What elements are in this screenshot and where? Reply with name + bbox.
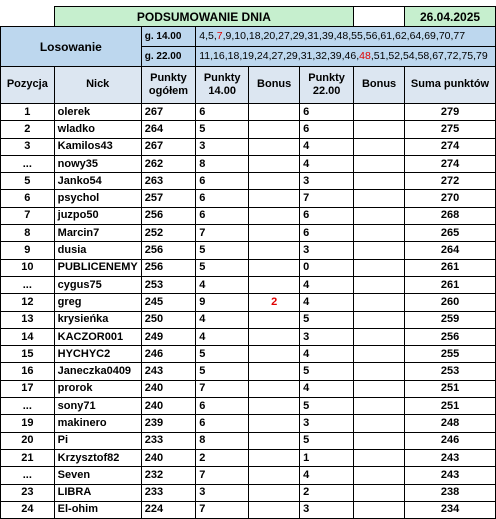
cell-p22: 4 xyxy=(300,294,354,311)
draw-number: 11 xyxy=(199,50,211,63)
cell-b22 xyxy=(354,294,405,311)
draw-number: 46 xyxy=(344,50,357,63)
cell-b14 xyxy=(249,363,300,380)
cell-pos: 20 xyxy=(1,432,55,449)
cell-pos: 17 xyxy=(1,380,55,397)
cell-p14: 6 xyxy=(196,207,249,224)
col-header: Punkty 14.00 xyxy=(196,67,249,104)
cell-total: 224 xyxy=(141,501,196,518)
cell-total: 240 xyxy=(141,449,196,466)
cell-nick: olerek xyxy=(54,104,141,121)
cell-b22 xyxy=(354,346,405,363)
col-header: Punkty 22.00 xyxy=(300,67,354,104)
cell-pos: 10 xyxy=(1,259,55,276)
cell-p14: 2 xyxy=(196,449,249,466)
cell-b14 xyxy=(249,242,300,259)
cell-total: 252 xyxy=(141,225,196,242)
draw-number: 69 xyxy=(424,30,436,43)
draw-time-22: g. 22.00 xyxy=(141,47,196,67)
cell-nick: Kamilos43 xyxy=(54,138,141,155)
draw-number: 19 xyxy=(242,50,254,63)
table-row xyxy=(1,311,496,328)
cell-b14 xyxy=(249,346,300,363)
cell-nick: Pi xyxy=(54,432,141,449)
draw-numbers-22: 11,16,18,19,24,27,29,31,32,39,46,48,51,52,54,58,67,72,75,79 xyxy=(196,47,496,67)
cell-sum: 243 xyxy=(405,449,496,466)
draw-number: 39 xyxy=(329,50,342,63)
cell-p22: 6 xyxy=(300,225,354,242)
table-row xyxy=(1,398,496,415)
cell-b14 xyxy=(249,104,300,121)
cell-b14 xyxy=(249,121,300,138)
cell-p14: 4 xyxy=(196,328,249,345)
cell-total: 250 xyxy=(141,311,196,328)
cell-total: 262 xyxy=(141,155,196,172)
cell-p14: 7 xyxy=(196,467,249,484)
draw-number: 10 xyxy=(234,30,246,43)
cell-nick: makinero xyxy=(54,415,141,432)
empty-cell xyxy=(1,7,55,27)
cell-b22 xyxy=(354,432,405,449)
cell-p14: 5 xyxy=(196,259,249,276)
draw-number: 31 xyxy=(300,50,313,63)
cell-b22 xyxy=(354,501,405,518)
cell-nick: sony71 xyxy=(54,398,141,415)
cell-total: 256 xyxy=(141,259,196,276)
cell-b14 xyxy=(249,173,300,190)
cell-p22: 7 xyxy=(300,190,354,207)
draw-number: 70 xyxy=(438,30,451,43)
cell-pos: 15 xyxy=(1,346,55,363)
cell-b22 xyxy=(354,398,405,415)
cell-sum: 261 xyxy=(405,276,496,293)
cell-p14: 4 xyxy=(196,311,249,328)
cell-p22: 4 xyxy=(300,138,354,155)
cell-b14 xyxy=(249,484,300,501)
cell-pos: 2 xyxy=(1,121,55,138)
cell-b22 xyxy=(354,259,405,276)
table-row xyxy=(1,104,496,121)
cell-total: 233 xyxy=(141,484,196,501)
table-row xyxy=(1,155,496,172)
cell-b14 xyxy=(249,225,300,242)
cell-p14: 3 xyxy=(196,138,249,155)
draw-number: 24 xyxy=(256,50,269,63)
cell-b22 xyxy=(354,363,405,380)
cell-b22 xyxy=(354,242,405,259)
cell-b14 xyxy=(249,398,300,415)
draw-numbers-14: 4,5,7,9,10,18,20,27,29,31,39,48,55,56,61,62,64,69,70,77 xyxy=(196,27,496,47)
page-title: PODSUMOWANIE DNIA xyxy=(54,7,353,27)
cell-pos: 7 xyxy=(1,207,55,224)
cell-total: 267 xyxy=(141,104,196,121)
cell-p14: 5 xyxy=(196,121,249,138)
cell-sum: 259 xyxy=(405,311,496,328)
cell-p22: 3 xyxy=(300,242,354,259)
draw-number: 4 xyxy=(199,30,206,43)
cell-nick: wladko xyxy=(54,121,141,138)
cell-p14: 8 xyxy=(196,432,249,449)
cell-p22: 5 xyxy=(300,432,354,449)
col-header: Pozycja xyxy=(1,67,55,104)
cell-sum: 251 xyxy=(405,398,496,415)
cell-nick: PUBLICENEMY xyxy=(54,259,141,276)
cell-b22 xyxy=(354,328,405,345)
cell-total: 253 xyxy=(141,276,196,293)
table-row xyxy=(1,190,496,207)
cell-sum: 246 xyxy=(405,432,496,449)
cell-b22 xyxy=(354,138,405,155)
cell-pos: 24 xyxy=(1,501,55,518)
cell-b22 xyxy=(354,449,405,466)
cell-sum: 234 xyxy=(405,501,496,518)
cell-pos: 3 xyxy=(1,138,55,155)
cell-pos: 14 xyxy=(1,328,55,345)
cell-p22: 3 xyxy=(300,501,354,518)
cell-b22 xyxy=(354,484,405,501)
table-row xyxy=(1,415,496,432)
cell-p22: 2 xyxy=(300,484,354,501)
cell-p14: 7 xyxy=(196,380,249,397)
table-row xyxy=(1,380,496,397)
cell-nick: prorok xyxy=(54,380,141,397)
draw-number: 29 xyxy=(292,30,305,43)
draw-number: 67 xyxy=(432,50,444,63)
cell-b22 xyxy=(354,207,405,224)
cell-b22 xyxy=(354,225,405,242)
cell-p22: 3 xyxy=(300,328,354,345)
cell-pos: 21 xyxy=(1,449,55,466)
cell-b14 xyxy=(249,259,300,276)
cell-nick: KACZOR001 xyxy=(54,328,141,345)
cell-total: 264 xyxy=(141,121,196,138)
cell-p14: 8 xyxy=(196,155,249,172)
cell-p22: 4 xyxy=(300,380,354,397)
draw-number: 29 xyxy=(286,50,298,63)
draw-number: 79 xyxy=(476,50,488,63)
cell-pos: 5 xyxy=(1,173,55,190)
draw-number: 72 xyxy=(446,50,459,63)
cell-pos: 23 xyxy=(1,484,55,501)
cell-sum: 265 xyxy=(405,225,496,242)
cell-total: 267 xyxy=(141,138,196,155)
table-header xyxy=(1,67,496,104)
cell-b22 xyxy=(354,173,405,190)
draw-number: 27 xyxy=(271,50,284,63)
draw-time-14: g. 14.00 xyxy=(141,27,196,47)
cell-nick: nowy35 xyxy=(54,155,141,172)
cell-b14 xyxy=(249,276,300,293)
cell-total: 240 xyxy=(141,398,196,415)
table-row xyxy=(1,346,496,363)
cell-sum: 251 xyxy=(405,380,496,397)
table-row xyxy=(1,121,496,138)
draw-number: 48 xyxy=(359,50,371,63)
empty-cell xyxy=(354,7,405,27)
cell-p22: 5 xyxy=(300,311,354,328)
cell-total: 246 xyxy=(141,346,196,363)
cell-pos: 16 xyxy=(1,363,55,380)
cell-b14 xyxy=(249,207,300,224)
draw-number: 58 xyxy=(417,50,430,63)
cell-nick: krysieńka xyxy=(54,311,141,328)
draw-number: 61 xyxy=(380,30,393,43)
table-row xyxy=(1,138,496,155)
draw-number: 62 xyxy=(394,30,407,43)
cell-sum: 264 xyxy=(405,242,496,259)
cell-b14 xyxy=(249,380,300,397)
cell-nick: Krzysztof82 xyxy=(54,449,141,466)
table-row xyxy=(1,207,496,224)
cell-p14: 5 xyxy=(196,346,249,363)
table-row xyxy=(1,484,496,501)
cell-b14: 2 xyxy=(249,294,300,311)
draw-number: 31 xyxy=(307,30,320,43)
cell-b14 xyxy=(249,432,300,449)
col-header: Suma punktów xyxy=(405,67,496,104)
cell-p22: 6 xyxy=(300,121,354,138)
cell-sum: 272 xyxy=(405,173,496,190)
cell-p22: 0 xyxy=(300,259,354,276)
cell-nick: LIBRA xyxy=(54,484,141,501)
draw-number: 51 xyxy=(373,50,386,63)
cell-total: 245 xyxy=(141,294,196,311)
cell-b14 xyxy=(249,190,300,207)
draw-number: 7 xyxy=(216,30,223,43)
cell-total: 239 xyxy=(141,415,196,432)
draw-number: 20 xyxy=(263,30,276,43)
cell-sum: 279 xyxy=(405,104,496,121)
cell-p14: 9 xyxy=(196,294,249,311)
cell-nick: Janko54 xyxy=(54,173,141,190)
draw-number: 16 xyxy=(213,50,225,63)
cell-p14: 7 xyxy=(196,225,249,242)
cell-nick: cygus75 xyxy=(54,276,141,293)
cell-b14 xyxy=(249,328,300,345)
table-row xyxy=(1,259,496,276)
cell-total: 233 xyxy=(141,432,196,449)
cell-p22: 4 xyxy=(300,155,354,172)
table-row xyxy=(1,242,496,259)
draw-number: 5 xyxy=(207,30,214,43)
draw-label: Losowanie xyxy=(1,27,142,67)
cell-p14: 6 xyxy=(196,398,249,415)
cell-b22 xyxy=(354,276,405,293)
draw-number: 77 xyxy=(453,30,466,43)
table-row xyxy=(1,467,496,484)
cell-pos: 8 xyxy=(1,225,55,242)
cell-p22: 3 xyxy=(300,173,354,190)
col-header: Bonus xyxy=(354,67,405,104)
cell-p14: 4 xyxy=(196,276,249,293)
col-header: Nick xyxy=(54,67,141,104)
cell-sum: 256 xyxy=(405,328,496,345)
cell-sum: 253 xyxy=(405,363,496,380)
table-body xyxy=(1,104,496,519)
cell-sum: 274 xyxy=(405,138,496,155)
cell-b22 xyxy=(354,190,405,207)
table-row xyxy=(1,328,496,345)
cell-b14 xyxy=(249,311,300,328)
cell-sum: 255 xyxy=(405,346,496,363)
cell-p14: 6 xyxy=(196,104,249,121)
cell-pos: 19 xyxy=(1,415,55,432)
table-row xyxy=(1,225,496,242)
cell-b22 xyxy=(354,121,405,138)
table-row xyxy=(1,276,496,293)
cell-nick: Janeczka0409 xyxy=(54,363,141,380)
cell-p22: 4 xyxy=(300,346,354,363)
draw-number: 52 xyxy=(388,50,401,63)
cell-nick: dusia xyxy=(54,242,141,259)
cell-pos: ... xyxy=(1,467,55,484)
cell-nick: Seven xyxy=(54,467,141,484)
cell-nick: juzpo50 xyxy=(54,207,141,224)
table-row xyxy=(1,173,496,190)
cell-sum: 243 xyxy=(405,467,496,484)
cell-p22: 4 xyxy=(300,467,354,484)
col-header: Bonus xyxy=(249,67,300,104)
cell-sum: 270 xyxy=(405,190,496,207)
date-badge: 26.04.2025 xyxy=(405,7,496,27)
cell-b14 xyxy=(249,449,300,466)
draw-number: 39 xyxy=(321,30,334,43)
draw-number: 9 xyxy=(225,30,232,43)
cell-p14: 6 xyxy=(196,190,249,207)
cell-b14 xyxy=(249,501,300,518)
cell-p22: 5 xyxy=(300,398,354,415)
cell-sum: 238 xyxy=(405,484,496,501)
cell-total: 232 xyxy=(141,467,196,484)
draw-number: 27 xyxy=(278,30,290,43)
cell-total: 263 xyxy=(141,173,196,190)
cell-p22: 4 xyxy=(300,276,354,293)
cell-pos: 12 xyxy=(1,294,55,311)
table-row xyxy=(1,363,496,380)
cell-nick: greg xyxy=(54,294,141,311)
cell-total: 240 xyxy=(141,380,196,397)
cell-p22: 6 xyxy=(300,104,354,121)
cell-total: 256 xyxy=(141,207,196,224)
cell-sum: 268 xyxy=(405,207,496,224)
cell-b22 xyxy=(354,311,405,328)
table-row xyxy=(1,501,496,518)
cell-p22: 3 xyxy=(300,415,354,432)
cell-p22: 6 xyxy=(300,207,354,224)
cell-sum: 261 xyxy=(405,259,496,276)
cell-p14: 6 xyxy=(196,415,249,432)
cell-p14: 6 xyxy=(196,173,249,190)
cell-b14 xyxy=(249,415,300,432)
cell-p14: 3 xyxy=(196,484,249,501)
cell-sum: 260 xyxy=(405,294,496,311)
cell-sum: 248 xyxy=(405,415,496,432)
cell-b22 xyxy=(354,380,405,397)
cell-p14: 5 xyxy=(196,242,249,259)
draw-number: 55 xyxy=(351,30,363,43)
cell-pos: 6 xyxy=(1,190,55,207)
cell-b22 xyxy=(354,415,405,432)
cell-p14: 7 xyxy=(196,501,249,518)
cell-p14: 5 xyxy=(196,363,249,380)
cell-b22 xyxy=(354,104,405,121)
cell-p22: 1 xyxy=(300,449,354,466)
cell-nick: psychol xyxy=(54,190,141,207)
cell-b22 xyxy=(354,467,405,484)
cell-b14 xyxy=(249,155,300,172)
draw-number: 56 xyxy=(365,30,378,43)
draw-number: 64 xyxy=(409,30,422,43)
cell-pos: ... xyxy=(1,155,55,172)
cell-total: 257 xyxy=(141,190,196,207)
cell-total: 243 xyxy=(141,363,196,380)
cell-b14 xyxy=(249,467,300,484)
cell-total: 249 xyxy=(141,328,196,345)
draw-number: 75 xyxy=(461,50,474,63)
table-row xyxy=(1,432,496,449)
cell-p22: 5 xyxy=(300,363,354,380)
draw-number: 32 xyxy=(315,50,327,63)
cell-b14 xyxy=(249,138,300,155)
cell-nick: HYCHYC2 xyxy=(54,346,141,363)
draw-number: 18 xyxy=(248,30,261,43)
cell-pos: ... xyxy=(1,398,55,415)
cell-pos: 1 xyxy=(1,104,55,121)
cell-pos: 9 xyxy=(1,242,55,259)
cell-pos: 13 xyxy=(1,311,55,328)
cell-sum: 275 xyxy=(405,121,496,138)
draw-number: 54 xyxy=(402,50,415,63)
cell-nick: Marcin7 xyxy=(54,225,141,242)
draw-number: 48 xyxy=(336,30,349,43)
table-row xyxy=(1,449,496,466)
draw-number: 18 xyxy=(227,50,240,63)
cell-sum: 274 xyxy=(405,155,496,172)
cell-pos: ... xyxy=(1,276,55,293)
cell-nick: El-ohim xyxy=(54,501,141,518)
table-row xyxy=(1,294,496,311)
cell-total: 256 xyxy=(141,242,196,259)
col-header: Punkty ogółem xyxy=(141,67,196,104)
cell-b22 xyxy=(354,155,405,172)
